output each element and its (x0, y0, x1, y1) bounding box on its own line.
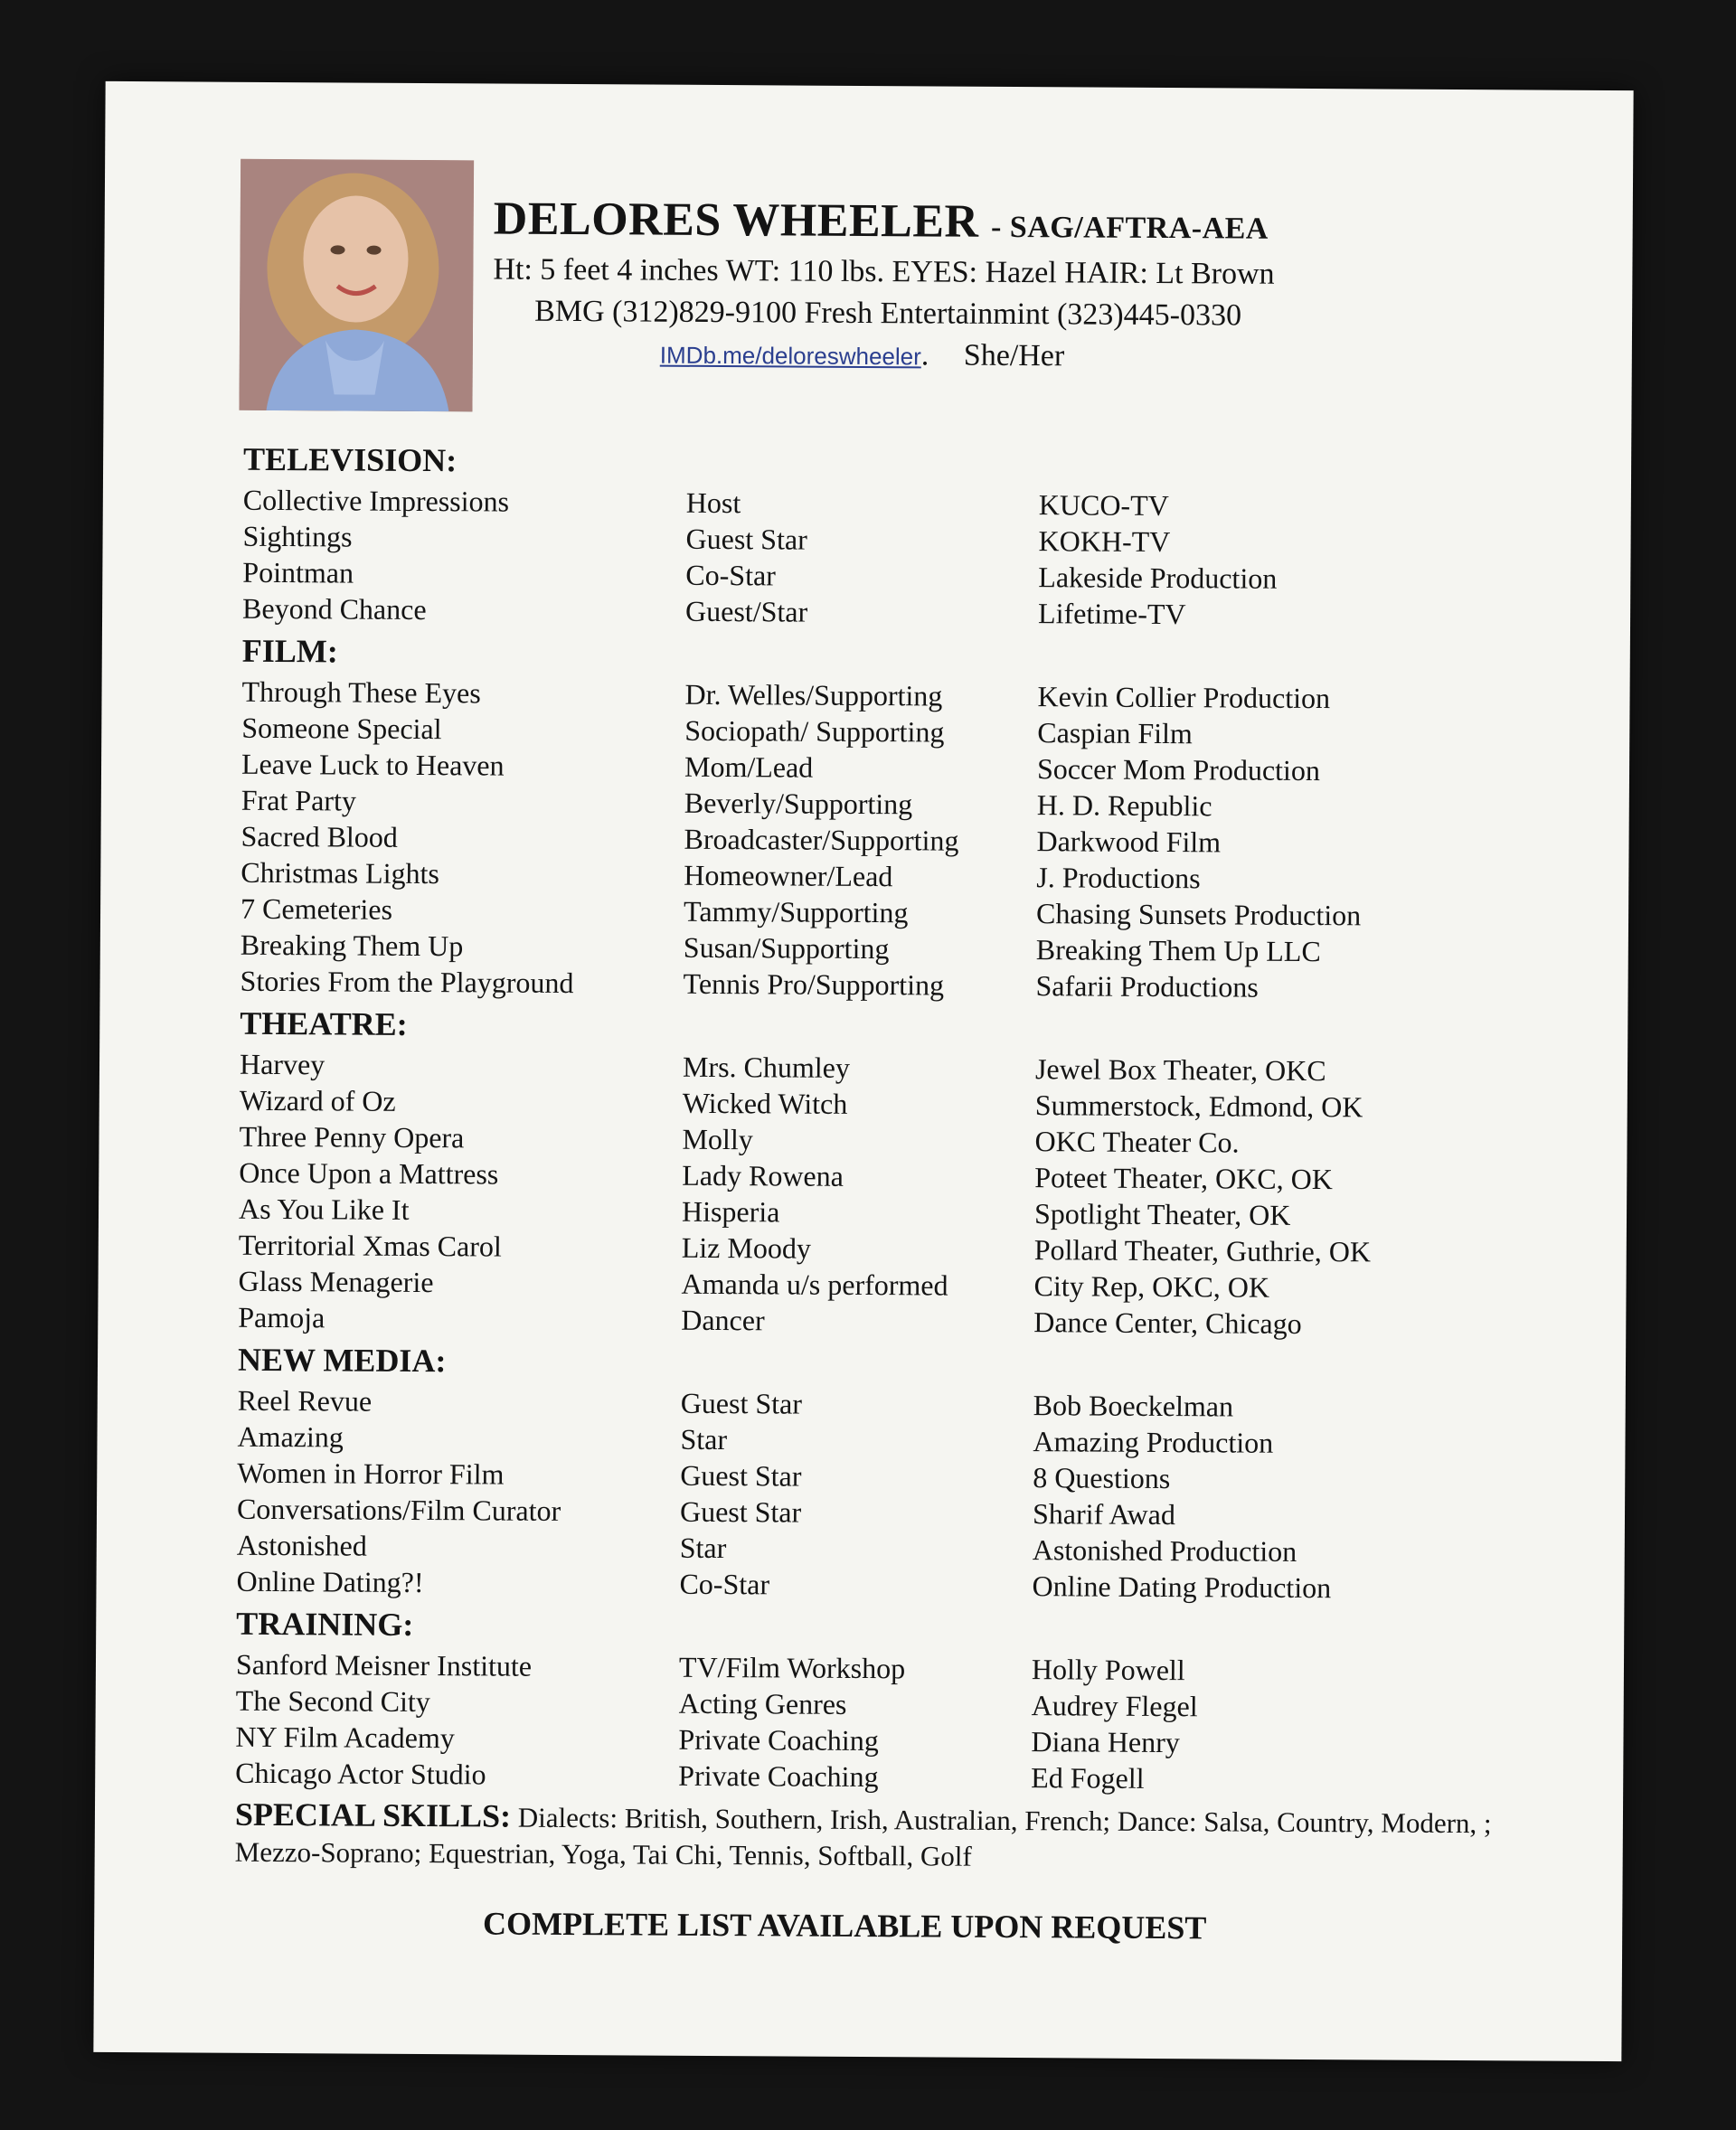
credit-role: Broadcaster/Supporting (684, 822, 959, 857)
section-heading: TELEVISION: (243, 440, 458, 479)
credit-company: Poteet Theater, OKC, OK (1034, 1161, 1334, 1196)
credit-row (240, 963, 1551, 1007)
credit-role: Star (680, 1422, 728, 1456)
credit-title: Chicago Actor Studio (235, 1756, 486, 1791)
credit-company: Sharif Awad (1032, 1497, 1176, 1532)
credit-company: Breaking Them Up LLC (1035, 933, 1321, 968)
credit-title: NY Film Academy (235, 1720, 455, 1755)
credit-role: Dr. Welles/Supporting (684, 677, 943, 712)
credit-company: Jewel Box Theater, OKC (1034, 1052, 1326, 1088)
credit-role: Co-Star (679, 1567, 770, 1601)
credit-title: Stories From the Playground (240, 964, 574, 1000)
credit-role: TV/Film Workshop (678, 1650, 906, 1685)
credit-title: Online Dating?! (236, 1564, 424, 1599)
credit-role: Acting Genres (678, 1686, 847, 1720)
credit-role: Star (679, 1531, 727, 1565)
credit-role: Amanda u/s performed (681, 1267, 948, 1302)
section-heading: NEW MEDIA: (237, 1341, 447, 1380)
credit-role: Private Coaching (678, 1758, 879, 1794)
imdb-link[interactable]: IMDb.me/deloreswheeler (659, 341, 921, 371)
credit-role: Lady Rowena (682, 1158, 844, 1192)
credit-company: Darkwood Film (1036, 825, 1222, 859)
credit-title: Three Penny Opera (239, 1119, 465, 1155)
credit-title: Collective Impressions (242, 483, 510, 518)
credit-role: Co-Star (685, 558, 777, 592)
credit-title: Breaking Them Up (240, 928, 464, 963)
credit-company: Dance Center, Chicago (1033, 1305, 1302, 1340)
credit-title: Someone Special (241, 711, 442, 746)
resume-sheet (93, 81, 1633, 2061)
credit-row (235, 1755, 1546, 1799)
credit-role: Guest/Star (684, 594, 808, 628)
credit-title: Amazing (237, 1419, 344, 1454)
credit-company: Soccer Mom Production (1036, 752, 1320, 787)
headshot-illustration (239, 159, 474, 412)
credit-company: Holly Powell (1031, 1653, 1185, 1687)
credit-company: 8 Questions (1033, 1461, 1171, 1495)
credit-role: Guest Star (680, 1386, 803, 1420)
credit-role: Guest Star (679, 1494, 802, 1529)
credit-company: OKC Theater Co. (1034, 1125, 1240, 1159)
name-line (494, 192, 1488, 251)
credit-company: Lifetime-TV (1037, 597, 1186, 631)
credit-role: Hisperia (681, 1194, 780, 1229)
credit-role: Tammy/Supporting (683, 894, 909, 929)
credit-company: Diana Henry (1031, 1725, 1180, 1759)
credit-company: Spotlight Theater, OK (1033, 1197, 1291, 1231)
credit-company: Safarii Productions (1035, 969, 1259, 1004)
credit-row (242, 590, 1553, 635)
credit-role: Tennis Pro/Supporting (683, 966, 945, 1002)
special-skills (235, 1796, 1546, 1879)
credit-company: H. D. Republic (1036, 788, 1212, 823)
credit-company: Summerstock, Edmond, OK (1034, 1089, 1363, 1124)
credit-role: Mrs. Chumley (682, 1050, 851, 1084)
credit-role: Molly (682, 1122, 753, 1156)
credit-role: Wicked Witch (682, 1086, 848, 1120)
credit-role: Homeowner/Lead (684, 858, 893, 893)
credit-company: KOKH-TV (1038, 524, 1171, 559)
credit-title: 7 Cemeteries (240, 891, 393, 926)
footer-note: COMPLETE LIST AVAILABLE UPON REQUEST (482, 1905, 1207, 1946)
agent-contacts: BMG (312)829-9100 Fresh Entertainmint (323)445-0330 (534, 294, 1242, 333)
credit-company: City Rep, OKC, OK (1033, 1269, 1270, 1304)
credit-title: Harvey (239, 1047, 326, 1081)
credit-title: Reel Revue (237, 1383, 373, 1418)
credit-title: Christmas Lights (241, 855, 440, 891)
credit-title: Glass Menagerie (238, 1264, 434, 1299)
credit-role: Host (685, 485, 741, 520)
credit-role: Mom/Lead (684, 749, 814, 784)
credit-company: J. Productions (1036, 861, 1201, 895)
credit-company: Ed Fogell (1031, 1761, 1145, 1795)
credit-company: Caspian Film (1037, 716, 1193, 750)
credit-title: Territorial Xmas Carol (238, 1228, 502, 1263)
actor-name: DELORES WHEELER (493, 193, 979, 248)
credit-title: Sacred Blood (241, 819, 398, 853)
credit-title: Pointman (242, 555, 354, 589)
credit-title: Astonished (236, 1528, 367, 1562)
credit-company: Audrey Flegel (1031, 1689, 1198, 1723)
credit-role: Private Coaching (678, 1722, 879, 1758)
credit-company: Online Dating Production (1032, 1569, 1332, 1605)
credit-title: Beyond Chance (242, 591, 427, 627)
credit-company: Amazing Production (1033, 1425, 1274, 1459)
credit-company: Kevin Collier Production (1037, 680, 1331, 715)
credit-title: Sightings (242, 519, 353, 553)
skills-text: Dialects: British, Southern, Irish, Australian, French; Dance: Salsa, Country, Modern, ; Mezzo-Soprano; Equestrian, Yoga, Tai Chi, Tennis, Softball, Golf (234, 1801, 1492, 1872)
credit-title: Sanford Meisner Institute (235, 1647, 533, 1682)
credit-row (238, 1299, 1549, 1343)
skills-label: SPECIAL SKILLS: (234, 1795, 512, 1834)
credit-title: As You Like It (238, 1192, 410, 1226)
credit-company: Bob Boeckelman (1033, 1389, 1234, 1423)
credit-company: Chasing Sunsets Production (1035, 897, 1362, 932)
credit-role: Guest Star (680, 1458, 802, 1493)
credit-role: Liz Moody (681, 1230, 812, 1265)
resume-header (493, 192, 1488, 376)
credit-role: Dancer (681, 1303, 765, 1337)
credit-role: Guest Star (685, 522, 807, 556)
union-affiliation: - SAG/AFTRA-AEA (990, 210, 1269, 246)
credit-company: Astonished Production (1032, 1533, 1297, 1568)
credit-company: KUCO-TV (1038, 488, 1169, 523)
credit-company: Pollard Theater, Guthrie, OK (1033, 1233, 1372, 1268)
credit-title: Once Upon a Mattress (239, 1155, 499, 1191)
section-heading: FILM: (241, 632, 338, 670)
credits-body (234, 435, 1554, 1949)
credit-role: Beverly/Supporting (684, 786, 913, 821)
credit-title: Wizard of Oz (239, 1083, 396, 1117)
credit-title: Pamoja (238, 1300, 326, 1334)
credit-company: Lakeside Production (1038, 561, 1278, 595)
section-heading: THEATRE: (240, 1004, 408, 1042)
pronouns: She/Her (963, 338, 1065, 373)
credit-row (236, 1563, 1547, 1607)
headshot-photo (239, 159, 474, 412)
credit-title: Leave Luck to Heaven (241, 747, 505, 782)
section-heading: TRAINING: (236, 1605, 414, 1643)
credit-title: Women in Horror Film (237, 1456, 505, 1491)
credit-title: The Second City (235, 1683, 430, 1719)
credit-title: Through These Eyes (241, 674, 481, 710)
imdb-line: IMDb.me/deloreswheeler. She/Her (659, 338, 1065, 373)
physical-stats: Ht: 5 feet 4 inches WT: 110 lbs. EYES: Hazel HAIR: Lt Brown (493, 252, 1275, 291)
credit-title: Conversations/Film Curator (236, 1492, 561, 1527)
credit-role: Sociopath/ Supporting (684, 713, 945, 749)
credit-title: Frat Party (241, 783, 357, 817)
credit-role: Susan/Supporting (683, 930, 890, 966)
